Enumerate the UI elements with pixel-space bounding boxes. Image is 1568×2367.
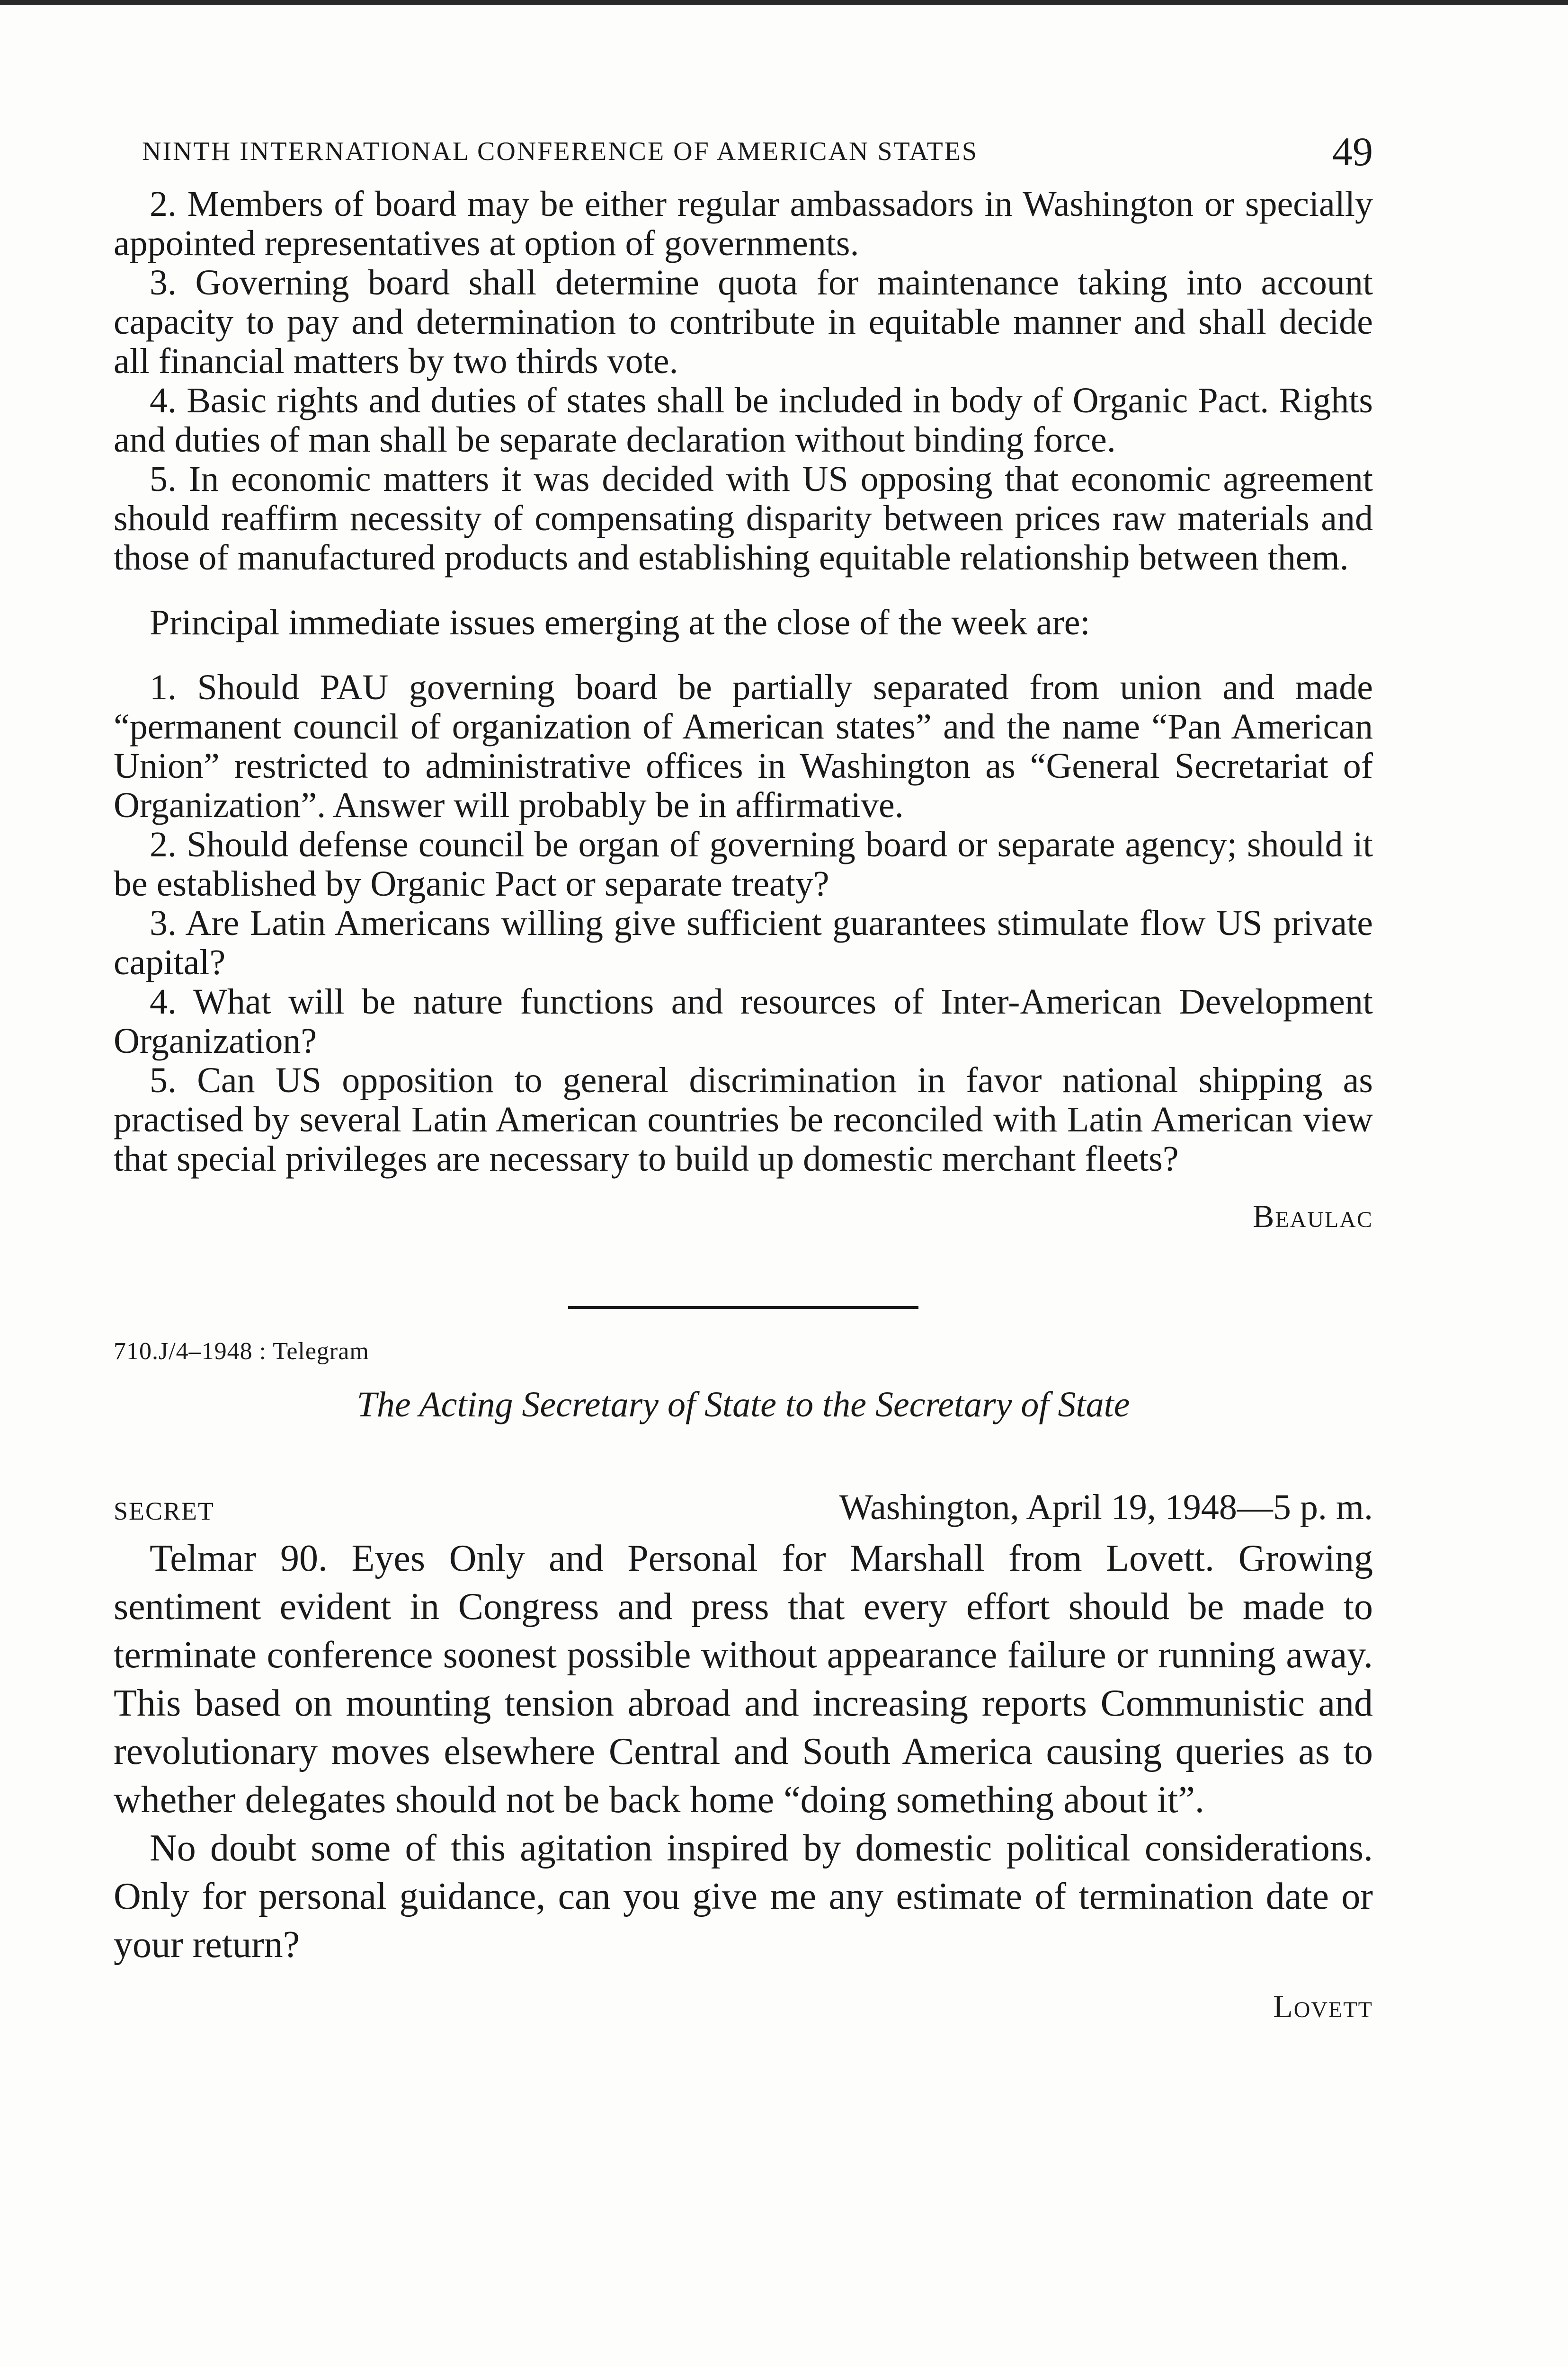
decision-item: 4. Basic rights and duties of states shall be included in body of Organic Pact. Rights and duties of man shall be separate declaration without binding force. — [114, 381, 1373, 460]
issues-intro-block — [114, 603, 1373, 642]
issue-item: 4. What will be nature functions and resources of Inter-American Development Organization? — [114, 982, 1373, 1061]
page-content — [114, 128, 1373, 2025]
signature-lovett: Lovett — [1273, 1988, 1373, 2024]
issue-item: 2. Should defense council be organ of governing board or separate agency; should it be established by Organic Pact or separate treaty? — [114, 825, 1373, 904]
document-heading: The Acting Secretary of State to the Secretary of State — [356, 1385, 1130, 1424]
dateline-row — [114, 1487, 1373, 1534]
classification-label: SECRET — [114, 1497, 215, 1525]
decisions-list — [114, 185, 1373, 578]
issue-item: 3. Are Latin Americans willing give sufficient guarantees stimulate flow US private capital? — [114, 903, 1373, 982]
issues-intro: Principal immediate issues emerging at the close of the week are: — [150, 603, 1090, 642]
decision-item: 3. Governing board shall determine quota for maintenance taking into account capacity to pay and determination to contribute in equitable manner and shall decide all financial matters by two thirds vote. — [114, 263, 1373, 381]
issue-item: 1. Should PAU governing board be partially separated from union and made “permanent council of organization of American states” and the name “Pan American Union” restricted to administrative offices in Washington as “General Secretariat of Organization”. Answer will probably be in affirmative. — [114, 667, 1373, 825]
page-number: 49 — [1332, 129, 1373, 174]
telegram-paragraph: Telmar 90. Eyes Only and Personal for Marshall from Lovett. Growing sentiment evident in Congress and press that every effort should be made to terminate conference soonest possible without appearance failure or running away. This based on mounting tension abroad and increasing reports Communistic and revolutionary moves elsewhere Central and South America causing queries as to whether delegates should not be back home “doing something about it”. — [114, 1538, 1373, 1821]
issues-list — [114, 668, 1373, 1179]
issue-item: 5. Can US opposition to general discrimination in favor national shipping as practised by several Latin American countries be reconciled with Latin American view that special privileges are necessary to build up domestic merchant fleets? — [114, 1060, 1373, 1179]
section-separator — [568, 1306, 918, 1309]
top-edge-rule — [0, 0, 1568, 5]
file-reference: 710.J/4–1948 : Telegram — [114, 1338, 369, 1365]
telegram-body — [114, 1534, 1373, 1969]
running-title: NINTH INTERNATIONAL CONFERENCE OF AMERICAN STATES — [142, 137, 978, 166]
running-head — [114, 128, 1373, 185]
signature-beaulac: Beaulac — [1252, 1198, 1373, 1234]
decision-item: 2. Members of board may be either regular ambassadors in Washington or specially appointed representatives at option of governments. — [114, 184, 1373, 263]
dateline: Washington, April 19, 1948—5 p. m. — [839, 1487, 1373, 1527]
decision-item: 5. In economic matters it was decided with US opposing that economic agreement should reaffirm necessity of compensating disparity between prices raw materials and those of manufactured products and establishing equitable relationship between them. — [114, 459, 1373, 578]
telegram-paragraph: No doubt some of this agitation inspired by domestic political considerations. Only for personal guidance, can you give me any estimate of termination date or your return? — [114, 1827, 1373, 1966]
